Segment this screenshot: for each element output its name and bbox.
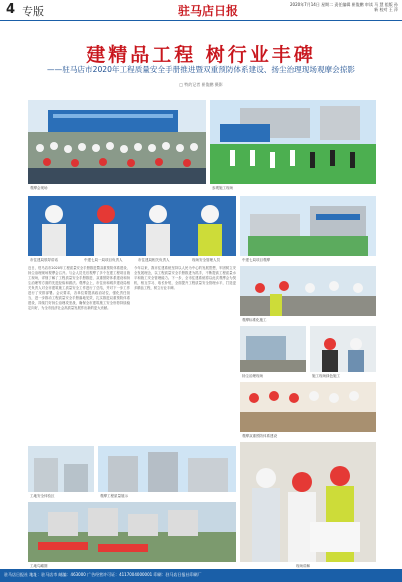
page-number: 4 [6, 2, 16, 17]
caption: 现场安全管理人员 [192, 258, 220, 262]
article-body-left: 近日，驻马店市2020年工程质量安全手册推进暨双重预防体系建设、扬尘治理现场观摩会召开。与会人员先后观摩了多个在建工程项目施工现场，详细了解了工程质量安全手册推进、双重预防体系建设和扬尘治理等方面的先进经验和做法。观摩会上，市住房和城乡建设局相关负责人对全市建筑施工质量安全工作进行了总结，并对下一步工作进行了安排部署。会议要求，各单位要提高政治站位，强化责任担当，进一步推动工程质量安全手册落地见效，扎实推进双重预防体系建设，持续打好扬尘治理攻坚战，确保全市建筑施工安全形势持续稳定向好，为全市经济社会高质量发展作出新的更大贡献。 [28, 266, 130, 310]
page-header [0, 0, 402, 21]
photo-safety-zone [28, 446, 94, 492]
section-label: 专版 [22, 5, 44, 18]
photo-inspection [240, 266, 376, 316]
photo-site-visit [210, 100, 376, 184]
photo-speakers [28, 196, 236, 256]
photo-building [240, 196, 376, 256]
caption: 观摩工程质量展示 [100, 494, 128, 498]
caption: 观摩双重预防体系建设 [242, 434, 277, 438]
caption: 中建七局项目观摩 [242, 258, 270, 262]
footer-text: 驻马店日报社 地址：驻马店市 邮编：463000 广告经营许可证：4117004000001 印刷：驻马店日报社印刷厂 [4, 572, 202, 577]
article-byline: □ 特约记者 崔俊鹏 摄影 [179, 82, 223, 87]
newspaper-logo: 驻马店日报 [178, 4, 239, 18]
page-footer [0, 569, 402, 582]
photo-explanation [240, 442, 376, 562]
photo-aerial [28, 502, 236, 562]
caption: 中建七局一局项目负责人 [84, 258, 123, 262]
caption: 扬尘治理现场 [242, 374, 263, 378]
photo-quality-display [98, 446, 236, 492]
caption: 工地鸟瞰图 [30, 564, 48, 568]
caption: 现场讲解 [296, 564, 310, 568]
caption: 施工现场绿色施工 [312, 374, 340, 378]
caption: 市住建局领导讲话 [30, 258, 58, 262]
caption: 观摩标准化施工 [242, 318, 267, 322]
issue-meta: 2020年7月14日 星期二 责任编辑 崔俊鹏 审读 马 慧 组版 孙 新 校对 王 萍 [290, 2, 398, 12]
photo-green-construction [310, 326, 376, 372]
article-subtitle: ——驻马店市2020年工程质量安全手册推进暨双重预防体系建设、扬尘治理现场观摩会掠影 [47, 65, 355, 74]
photo-prevention-system [240, 382, 376, 432]
article-title: 建精品工程 树行业丰碑 [86, 44, 316, 66]
photo-ceremony [28, 100, 206, 184]
caption: 市住建局相关负责人 [138, 258, 170, 262]
photo-dust-control [240, 326, 306, 372]
article-body-right: 今年以来，我市住建系统坚持以人民为中心的发展思想，牢固树立安全发展理念，以工程质量安全手册推进为抓手，不断提高工程质量水平和施工安全管理能力。下一步，全市住建系统将以此次观摩会为契机，相互学习、取长补短，全面提升工程质量安全管理水平，打造更多精品工程，树立行业丰碑。 [134, 266, 236, 290]
caption: 观摩会现场 [30, 186, 48, 190]
caption: 工地安全体验区 [30, 494, 55, 498]
caption: 参观施工现场 [212, 186, 233, 190]
